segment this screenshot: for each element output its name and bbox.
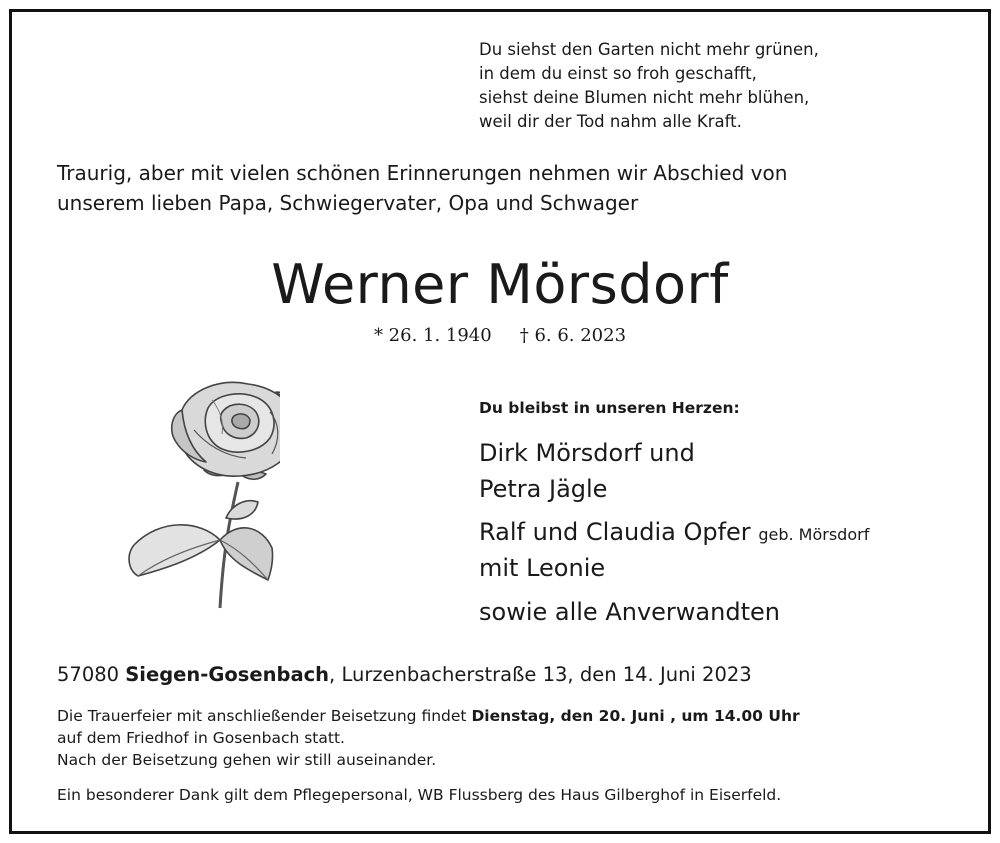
funeral-info	[57, 705, 800, 771]
maiden-name-note: geb. Mörsdorf	[758, 525, 870, 544]
funeral-line: auf dem Friedhof in Gosenbach statt.	[57, 729, 345, 747]
address-line	[57, 660, 752, 690]
funeral-line: Nach der Beisetzung gehen wir still auseinander.	[57, 751, 437, 769]
poem-line: weil dir der Tod nahm alle Kraft.	[479, 112, 742, 131]
life-dates	[0, 322, 1000, 350]
mourners-heading: Du bleibst in unseren Herzen:	[479, 399, 740, 417]
poem-line: in dem du einst so froh geschafft,	[479, 64, 757, 83]
funeral-line	[57, 705, 800, 727]
mourner-line: mit Leonie	[479, 554, 606, 582]
funeral-date: Dienstag, den 20. Juni , um 14.00 Uhr	[471, 707, 800, 725]
postcode: 57080	[57, 663, 120, 686]
mourner-line: Petra Jägle	[479, 475, 608, 503]
rose-illustration	[120, 370, 280, 615]
birth-date: * 26. 1. 1940	[373, 325, 492, 346]
intro-line: unserem lieben Papa, Schwiegervater, Opa und Schwager	[57, 191, 639, 215]
mourner-line	[479, 515, 869, 552]
place: Siegen-Gosenbach	[125, 663, 330, 686]
mourner-name: Ralf und Claudia Opfer	[479, 518, 751, 546]
address-rest: , Lurzenbacherstraße 13, den 14. Juni 2023	[329, 663, 752, 686]
thanks-line: Ein besonderer Dank gilt dem Pflegepersonal, WB Flussberg des Haus Gilberghof in Eiserfeld.	[57, 786, 782, 804]
funeral-text: Die Trauerfeier mit anschließender Beisetzung findet	[57, 707, 467, 725]
death-date: † 6. 6. 2023	[519, 325, 627, 346]
intro-line: Traurig, aber mit vielen schönen Erinnerungen nehmen wir Abschied von	[57, 161, 788, 185]
poem	[479, 38, 819, 134]
poem-line: Du siehst den Garten nicht mehr grünen,	[479, 40, 819, 59]
intro-text	[57, 158, 787, 218]
mourner-line: Dirk Mörsdorf und	[479, 439, 695, 467]
deceased-name: Werner Mörsdorf	[271, 253, 729, 316]
poem-line: siehst deine Blumen nicht mehr blühen,	[479, 88, 810, 107]
mourner-line: sowie alle Anverwandten	[479, 598, 780, 626]
